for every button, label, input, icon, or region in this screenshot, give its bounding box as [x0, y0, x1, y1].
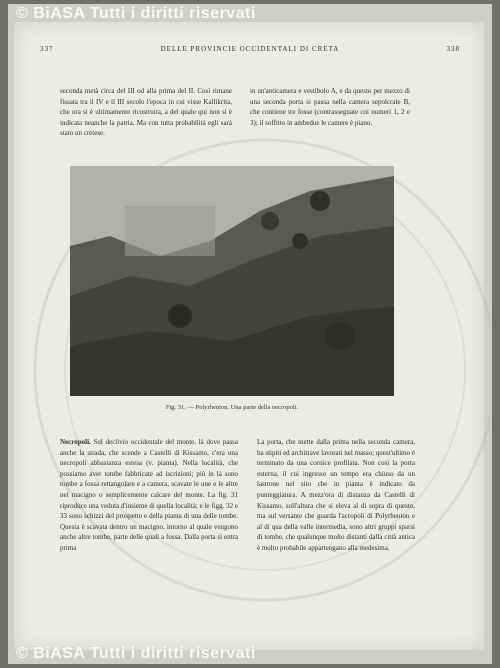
figure-caption: Fig. 31. — Polyrhenion. Una parte della necropoli.	[165, 404, 299, 411]
watermark-top: © BiASA Tutti i diritti riservati	[16, 5, 256, 22]
bottom-left-text: Sul declivio occidentale del monte, là dove passa anche la strada, che scende a Castelli di Kissamo, c'era una necropoli abbastanza estesa (v. pianta). Nella località, che possiamo aver tombe fabbricate ad iscrizioni; più in là sono tombe a fossa rettangolare e a camera, scavate le une e le altre nel macigno o semplicemente calcare del monte. La fig. 31 riproduce una veduta d'insieme di quella località; e le figg. 32 e 33 sono schizzi del prospetto e della pianta di una delle tombe. Questa è scavata dentro un macigno, intorno al quale vengono anche altre tombe, parte delle quali a fossa. Dalla porta si entra prima	[60, 438, 239, 552]
section-heading-necropoli: Necropoli.	[60, 438, 91, 446]
photo-illustration	[70, 166, 394, 396]
necropolis-photograph	[70, 166, 394, 396]
watermark-bottom: © BiASA Tutti i diritti riservati	[16, 645, 256, 662]
top-left-column: seconda metà circa del III od alla prima del II. Così rimane fissata tra il IV e il III secolo l'epoca in cui visse Kallikrita, che ora si è ultimamente ricostruita, a del quale qui non si è indicata neanche la patria. Ma con tutta probabilità egli sarà stato un cretese.	[60, 87, 232, 138]
bottom-left-column	[60, 437, 238, 554]
bottom-right-column: La porta, che mette dalla prima nella seconda camera, ha stipiti ed architrave lavorati nel masso; quest'ultimo è terminato da una cornice profilata. Non così la porta esterna, il cui ingresso un tempo era chiuso da un lastrone nel sito che in pianta è indicato da punteggiatura. A mezz'ora di distanza da Castelli di Kissamo, sull'altura che si eleva al di sopra di questo, ma sul versante che guarda l'acropoli di Polyrhenion e al di qua della valle intermedia, sono altri gruppi sparsi di tombe, che qualunque molto distanti dalla città antica è molto probabile appartengano alla medesima,	[257, 438, 415, 552]
page-number-left: 337	[40, 45, 54, 53]
top-right-column: in un'anticamera e vestibolo A, e da questo per mezzo di una seconda porta si passa nella camera sepolcrale B, che contiene tre fosse (contrassegnate coi numeri 1, 2 e 3); il soffitto in ambedue le camere è piano.	[250, 87, 410, 127]
running-title: DELLE PROVINCIE OCCIDENTALI DI CRETA	[160, 45, 340, 53]
page-number-right: 338	[446, 45, 460, 53]
